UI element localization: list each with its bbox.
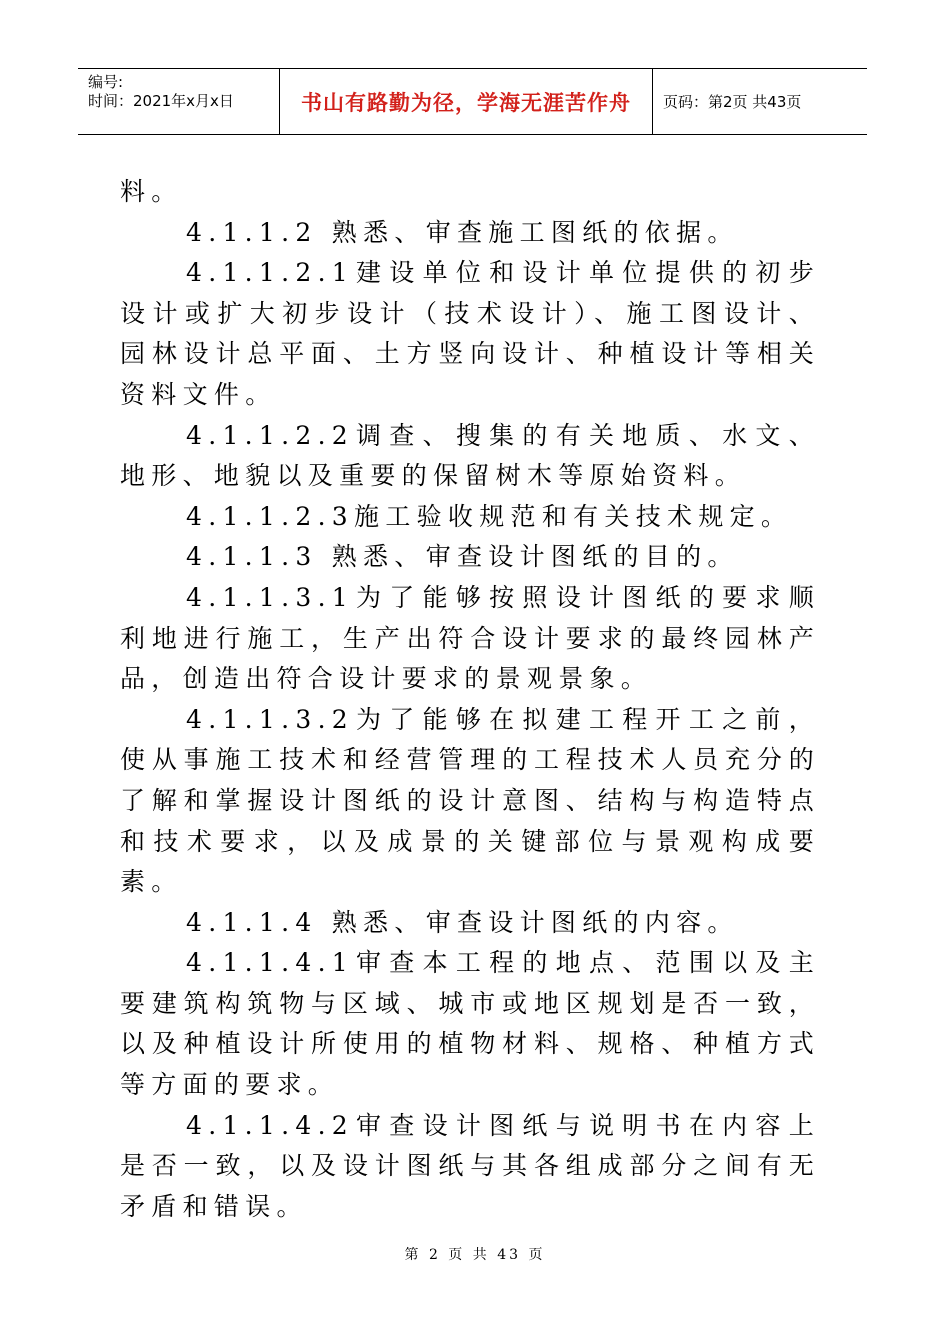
time-label: 时间：2021年x月x日 bbox=[88, 92, 234, 110]
header-motto: 书山有路勤为径，学海无涯苦作舟 bbox=[280, 69, 653, 134]
header-page-info: 页码：第2页 共43页 bbox=[663, 93, 802, 111]
paragraph: 4.1.1.4.1审查本工程的地点、范围以及主要建筑构筑物与区域、城市或地区规划是否一致，以及种植设计所使用的植物材料、规格、种植方式等方面的要求。 bbox=[120, 948, 820, 1100]
code-label: 编号: bbox=[88, 73, 124, 91]
paragraph: 料。 bbox=[120, 177, 183, 206]
paragraph: 4.1.1.3.2为了能够在拟建工程开工之前，使从事施工技术和经营管理的工程技术人员充分的了解和掌握设计图纸的设计意图、结构与构造特点和技术要求，以及成景的关键部位与景观构成要素。 bbox=[120, 704, 820, 897]
document-header bbox=[78, 68, 867, 135]
paragraph: 4.1.1.2.3施工验收规范和有关技术规定。 bbox=[186, 501, 793, 531]
paragraph: 4.1.1.4.2审查设计图纸与说明书在内容上是否一致，以及设计图纸与其各组成部分之间有无矛盾和错误。 bbox=[120, 1110, 820, 1221]
paragraph: 4.1.1.3.1为了能够按照设计图纸的要求顺利地进行施工，生产出符合设计要求的最终园林产品，创造出符合设计要求的景观景象。 bbox=[120, 582, 820, 694]
paragraph: 4.1.1.2 熟悉、审查施工图纸的依据。 bbox=[186, 217, 739, 247]
paragraph: 4.1.1.2.2调查、搜集的有关地质、水文、地形、地貌以及重要的保留树木等原始资料。 bbox=[120, 420, 820, 491]
paragraph: 4.1.1.2.1建设单位和设计单位提供的初步设计或扩大初步设计（技术设计）、施工图设计、园林设计总平面、土方竖向设计、种植设计等相关资料文件。 bbox=[120, 258, 820, 409]
page-footer: 第 2 页 共 43 页 bbox=[404, 1247, 546, 1263]
header-meta bbox=[78, 69, 280, 134]
paragraph: 4.1.1.3 熟悉、审查设计图纸的目的。 bbox=[186, 542, 739, 572]
paragraph: 4.1.1.4 熟悉、审查设计图纸的内容。 bbox=[186, 907, 739, 937]
document-body bbox=[120, 172, 820, 1227]
